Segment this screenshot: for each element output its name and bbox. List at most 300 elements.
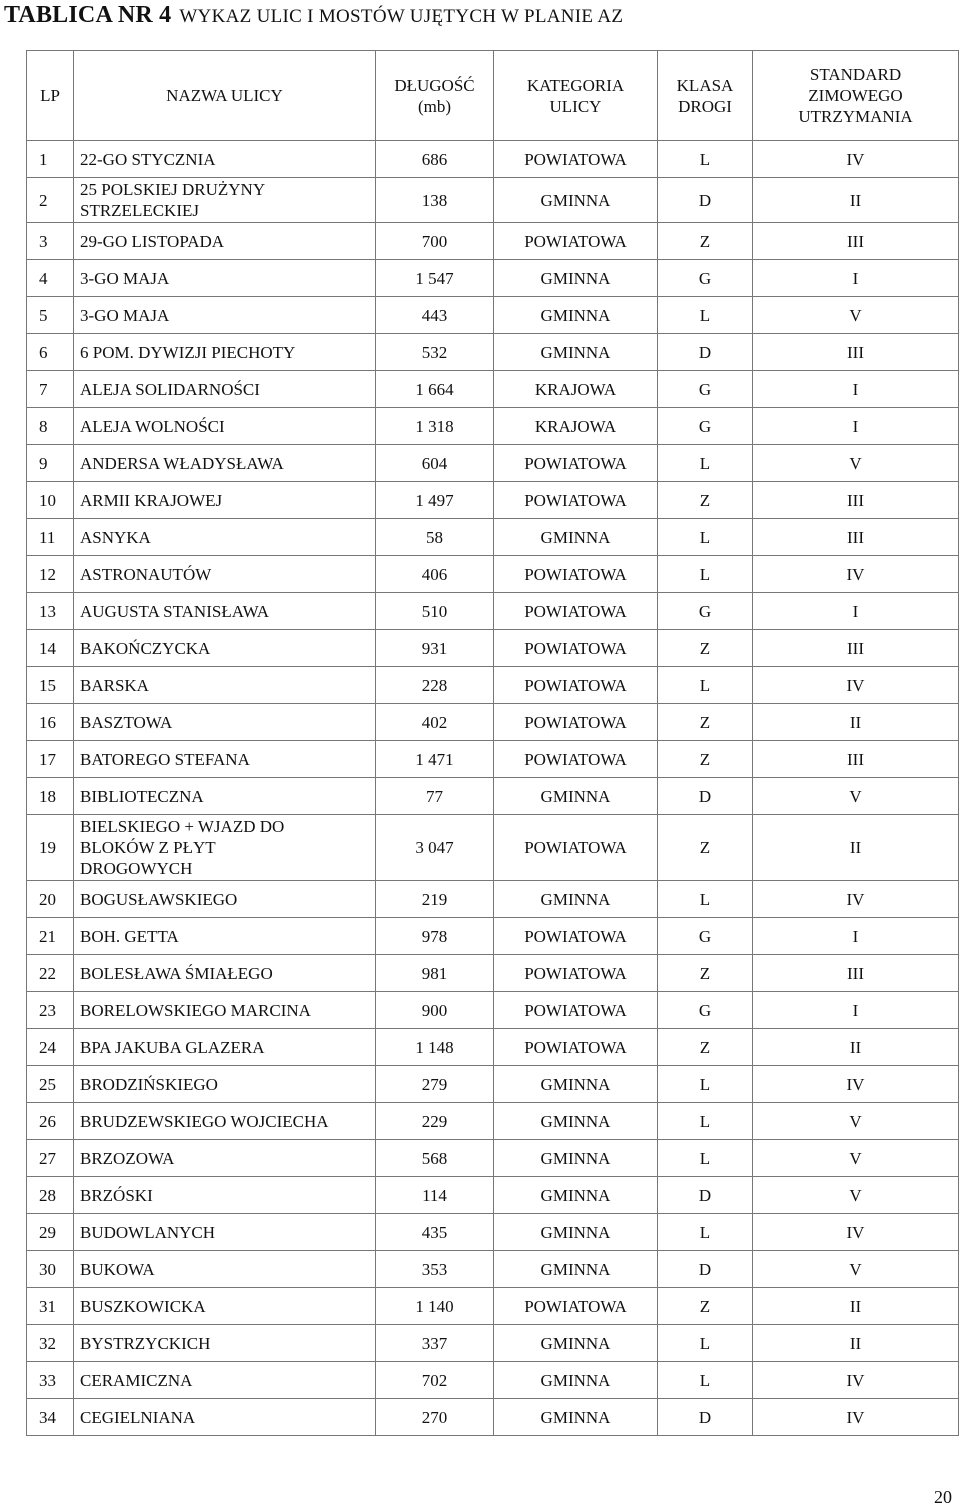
cell-category: POWIATOWA [494, 955, 658, 992]
cell-lp: 4 [27, 260, 74, 297]
cell-category: POWIATOWA [494, 445, 658, 482]
street-name-line: BAKOŃCZYCKA [80, 638, 211, 658]
header-street-name-label: NAZWA ULICY [166, 86, 283, 105]
table-description-heading: WYKAZ ULIC I MOSTÓW UJĘTYCH W PLANIE AZ [179, 6, 624, 27]
cell-street-name [74, 1325, 376, 1362]
cell-lp: 16 [27, 704, 74, 741]
page-number: 20 [934, 1487, 952, 1507]
cell-length: 114 [376, 1177, 494, 1214]
table-row [27, 630, 959, 667]
cell-category: GMINNA [494, 1177, 658, 1214]
cell-lp: 5 [27, 297, 74, 334]
cell-road-class: L [658, 1140, 753, 1177]
cell-lp: 34 [27, 1399, 74, 1436]
table-row [27, 1029, 959, 1066]
cell-street-name [74, 1362, 376, 1399]
cell-lp: 27 [27, 1140, 74, 1177]
cell-street-name [74, 815, 376, 881]
cell-lp: 33 [27, 1362, 74, 1399]
cell-length: 77 [376, 778, 494, 815]
street-name-line: ASNYKA [80, 527, 151, 547]
cell-lp: 10 [27, 482, 74, 519]
table-row [27, 519, 959, 556]
table-row [27, 1140, 959, 1177]
cell-winter-standard: III [753, 223, 959, 260]
cell-street-name [74, 955, 376, 992]
cell-winter-standard: III [753, 482, 959, 519]
cell-length: 700 [376, 223, 494, 260]
table-row [27, 297, 959, 334]
street-name-line: BOGUSŁAWSKIEGO [80, 889, 238, 909]
cell-street-name [74, 556, 376, 593]
cell-category: KRAJOWA [494, 408, 658, 445]
table-row [27, 556, 959, 593]
cell-street-name [74, 918, 376, 955]
street-name-line: AUGUSTA STANISŁAWA [80, 601, 270, 621]
cell-length: 229 [376, 1103, 494, 1140]
cell-category: POWIATOWA [494, 992, 658, 1029]
header-lp-label: LP [40, 86, 60, 105]
table-body [27, 141, 959, 1436]
cell-street-name [74, 1177, 376, 1214]
cell-road-class: L [658, 445, 753, 482]
street-name-line: ALEJA WOLNOŚCI [80, 416, 225, 436]
cell-category: GMINNA [494, 1140, 658, 1177]
street-name-line: BASZTOWA [80, 712, 173, 732]
cell-category: POWIATOWA [494, 918, 658, 955]
cell-length: 402 [376, 704, 494, 741]
cell-street-name [74, 445, 376, 482]
street-name-line: BIELSKIEGO + WJAZD DO [80, 817, 285, 836]
cell-lp: 14 [27, 630, 74, 667]
cell-length: 337 [376, 1325, 494, 1362]
cell-length: 1 471 [376, 741, 494, 778]
cell-street-name [74, 297, 376, 334]
cell-length: 510 [376, 593, 494, 630]
cell-winter-standard: V [753, 1251, 959, 1288]
cell-road-class: D [658, 1399, 753, 1436]
cell-lp: 11 [27, 519, 74, 556]
cell-lp: 15 [27, 667, 74, 704]
cell-length: 1 318 [376, 408, 494, 445]
cell-street-name [74, 1251, 376, 1288]
cell-category: GMINNA [494, 178, 658, 223]
cell-length: 702 [376, 1362, 494, 1399]
cell-street-name [74, 1288, 376, 1325]
cell-category: GMINNA [494, 1251, 658, 1288]
street-name-line: DROGOWYCH [80, 859, 193, 878]
cell-lp: 12 [27, 556, 74, 593]
cell-length: 58 [376, 519, 494, 556]
cell-length: 981 [376, 955, 494, 992]
street-name-line: BRUDZEWSKIEGO WOJCIECHA [80, 1111, 329, 1131]
cell-street-name [74, 519, 376, 556]
header-lp [27, 51, 74, 141]
cell-category: KRAJOWA [494, 371, 658, 408]
table-row [27, 445, 959, 482]
cell-street-name [74, 1214, 376, 1251]
cell-length: 1 148 [376, 1029, 494, 1066]
table-row [27, 704, 959, 741]
cell-winter-standard: I [753, 371, 959, 408]
cell-road-class: L [658, 881, 753, 918]
street-name-line: BYSTRZYCKICH [80, 1333, 211, 1353]
cell-category: GMINNA [494, 1103, 658, 1140]
table-row [27, 1251, 959, 1288]
cell-category: POWIATOWA [494, 815, 658, 881]
cell-lp: 29 [27, 1214, 74, 1251]
cell-road-class: G [658, 918, 753, 955]
cell-road-class: G [658, 408, 753, 445]
cell-street-name [74, 260, 376, 297]
street-name-line: 6 POM. DYWIZJI PIECHOTY [80, 342, 296, 362]
street-name-line: BPA JAKUBA GLAZERA [80, 1037, 265, 1057]
cell-length: 1 664 [376, 371, 494, 408]
cell-length: 3 047 [376, 815, 494, 881]
cell-lp: 26 [27, 1103, 74, 1140]
cell-winter-standard: III [753, 741, 959, 778]
cell-category: POWIATOWA [494, 667, 658, 704]
cell-lp: 25 [27, 1066, 74, 1103]
header-winter-standard-line1: STANDARD [809, 65, 902, 84]
cell-winter-standard: III [753, 630, 959, 667]
cell-street-name [74, 881, 376, 918]
cell-street-name [74, 1029, 376, 1066]
cell-winter-standard: III [753, 519, 959, 556]
cell-length: 978 [376, 918, 494, 955]
cell-road-class: Z [658, 741, 753, 778]
header-category-line2: ULICY [549, 96, 602, 116]
header-row [27, 51, 959, 141]
cell-winter-standard: I [753, 992, 959, 1029]
cell-street-name [74, 371, 376, 408]
cell-category: GMINNA [494, 1399, 658, 1436]
street-name-line: BRZÓSKI [80, 1185, 153, 1205]
cell-road-class: G [658, 260, 753, 297]
cell-winter-standard: V [753, 297, 959, 334]
cell-street-name [74, 178, 376, 223]
cell-length: 279 [376, 1066, 494, 1103]
cell-road-class: D [658, 178, 753, 223]
street-name-line: 29-GO LISTOPADA [80, 231, 225, 251]
table-row [27, 1214, 959, 1251]
cell-street-name [74, 1399, 376, 1436]
cell-category: GMINNA [494, 1214, 658, 1251]
cell-winter-standard: IV [753, 556, 959, 593]
table-row [27, 408, 959, 445]
cell-length: 406 [376, 556, 494, 593]
street-name-line: 22-GO STYCZNIA [80, 149, 216, 169]
cell-lp: 19 [27, 815, 74, 881]
table-row [27, 955, 959, 992]
cell-category: GMINNA [494, 334, 658, 371]
cell-street-name [74, 667, 376, 704]
cell-lp: 7 [27, 371, 74, 408]
cell-winter-standard: IV [753, 667, 959, 704]
street-name-line: ALEJA SOLIDARNOŚCI [80, 379, 260, 399]
table-row [27, 223, 959, 260]
cell-road-class: Z [658, 482, 753, 519]
cell-category: GMINNA [494, 260, 658, 297]
header-winter-standard [753, 51, 959, 141]
cell-road-class: L [658, 1066, 753, 1103]
table-row [27, 1362, 959, 1399]
cell-category: GMINNA [494, 1362, 658, 1399]
cell-category: POWIATOWA [494, 482, 658, 519]
cell-street-name [74, 141, 376, 178]
cell-road-class: D [658, 1177, 753, 1214]
street-name-line: BUDOWLANYCH [80, 1222, 216, 1242]
cell-road-class: D [658, 1251, 753, 1288]
cell-winter-standard: V [753, 778, 959, 815]
cell-winter-standard: II [753, 815, 959, 881]
cell-street-name [74, 741, 376, 778]
street-name-line: BRZOZOWA [80, 1148, 175, 1168]
cell-lp: 30 [27, 1251, 74, 1288]
cell-road-class: L [658, 1103, 753, 1140]
header-road-class-line1: KLASA [676, 75, 734, 95]
cell-length: 900 [376, 992, 494, 1029]
cell-winter-standard: III [753, 955, 959, 992]
cell-road-class: G [658, 371, 753, 408]
cell-length: 228 [376, 667, 494, 704]
header-length-line2: (mb) [417, 96, 452, 116]
cell-category: POWIATOWA [494, 223, 658, 260]
cell-road-class: Z [658, 955, 753, 992]
cell-lp: 2 [27, 178, 74, 223]
table-row [27, 1325, 959, 1362]
table-row [27, 1103, 959, 1140]
cell-winter-standard: IV [753, 1399, 959, 1436]
cell-road-class: Z [658, 1029, 753, 1066]
street-name-line: ANDERSA WŁADYSŁAWA [80, 453, 284, 473]
table-number-heading: TABLICA NR 4 [4, 2, 172, 28]
street-name-line: BOLESŁAWA ŚMIAŁEGO [80, 963, 273, 983]
cell-lp: 23 [27, 992, 74, 1029]
header-length-line1: DŁUGOŚĆ [394, 75, 475, 95]
table-row [27, 992, 959, 1029]
cell-road-class: G [658, 593, 753, 630]
cell-road-class: L [658, 297, 753, 334]
cell-road-class: Z [658, 630, 753, 667]
cell-category: POWIATOWA [494, 741, 658, 778]
cell-street-name [74, 1140, 376, 1177]
table-row [27, 593, 959, 630]
cell-winter-standard: IV [753, 141, 959, 178]
cell-road-class: L [658, 1362, 753, 1399]
cell-length: 353 [376, 1251, 494, 1288]
header-road-class [658, 51, 753, 141]
cell-winter-standard: I [753, 260, 959, 297]
table-row [27, 918, 959, 955]
table-row [27, 741, 959, 778]
cell-length: 1 140 [376, 1288, 494, 1325]
cell-road-class: D [658, 334, 753, 371]
cell-category: POWIATOWA [494, 630, 658, 667]
cell-category: GMINNA [494, 1325, 658, 1362]
street-name-line: ASTRONAUTÓW [80, 564, 212, 584]
cell-lp: 18 [27, 778, 74, 815]
cell-length: 604 [376, 445, 494, 482]
cell-winter-standard: V [753, 445, 959, 482]
cell-street-name [74, 778, 376, 815]
cell-lp: 9 [27, 445, 74, 482]
cell-lp: 13 [27, 593, 74, 630]
cell-lp: 31 [27, 1288, 74, 1325]
cell-street-name [74, 630, 376, 667]
street-name-line: CERAMICZNA [80, 1370, 193, 1390]
cell-road-class: Z [658, 223, 753, 260]
cell-category: POWIATOWA [494, 593, 658, 630]
cell-category: POWIATOWA [494, 1029, 658, 1066]
street-name-line: BORELOWSKIEGO MARCINA [80, 1000, 311, 1020]
header-street-name [74, 51, 376, 141]
cell-length: 568 [376, 1140, 494, 1177]
cell-lp: 1 [27, 141, 74, 178]
cell-street-name [74, 408, 376, 445]
table-row [27, 178, 959, 223]
cell-street-name [74, 593, 376, 630]
cell-road-class: G [658, 992, 753, 1029]
street-name-line: 25 POLSKIEJ DRUŻYNY [80, 180, 266, 199]
cell-winter-standard: IV [753, 881, 959, 918]
header-category-line1: KATEGORIA [526, 75, 625, 95]
cell-road-class: L [658, 556, 753, 593]
document-title [4, 2, 623, 29]
cell-street-name [74, 1066, 376, 1103]
cell-road-class: L [658, 141, 753, 178]
cell-winter-standard: II [753, 1288, 959, 1325]
street-name-line: STRZELECKIEJ [80, 201, 199, 220]
table-row [27, 334, 959, 371]
table-row [27, 1288, 959, 1325]
cell-category: POWIATOWA [494, 556, 658, 593]
street-name-line: ARMII KRAJOWEJ [80, 490, 223, 510]
table-row [27, 1066, 959, 1103]
cell-road-class: Z [658, 815, 753, 881]
cell-lp: 17 [27, 741, 74, 778]
cell-road-class: L [658, 1214, 753, 1251]
street-name-line: BARSKA [80, 675, 149, 695]
cell-lp: 8 [27, 408, 74, 445]
street-name-line: BIBLIOTECZNA [80, 786, 204, 806]
cell-winter-standard: II [753, 704, 959, 741]
cell-winter-standard: I [753, 408, 959, 445]
table-row [27, 141, 959, 178]
street-name-line: 3-GO MAJA [80, 268, 170, 288]
header-winter-standard-line2: ZIMOWEGO [808, 86, 903, 105]
cell-category: POWIATOWA [494, 141, 658, 178]
street-name-line: BLOKÓW Z PŁYT [80, 838, 216, 857]
cell-winter-standard: I [753, 918, 959, 955]
cell-category: POWIATOWA [494, 704, 658, 741]
table-header [27, 51, 959, 141]
cell-length: 443 [376, 297, 494, 334]
cell-length: 686 [376, 141, 494, 178]
street-name-line: CEGIELNIANA [80, 1407, 196, 1427]
cell-road-class: Z [658, 1288, 753, 1325]
cell-lp: 32 [27, 1325, 74, 1362]
cell-winter-standard: II [753, 178, 959, 223]
streets-table [26, 50, 959, 1436]
street-name-line: BRODZIŃSKIEGO [80, 1074, 218, 1094]
cell-length: 931 [376, 630, 494, 667]
table-row [27, 667, 959, 704]
cell-road-class: L [658, 1325, 753, 1362]
cell-street-name [74, 1103, 376, 1140]
cell-road-class: L [658, 667, 753, 704]
header-road-class-line2: DROGI [678, 96, 732, 116]
cell-lp: 22 [27, 955, 74, 992]
cell-category: GMINNA [494, 1066, 658, 1103]
street-name-line: 3-GO MAJA [80, 305, 170, 325]
cell-category: GMINNA [494, 778, 658, 815]
cell-street-name [74, 482, 376, 519]
table-row [27, 815, 959, 881]
cell-length: 1 547 [376, 260, 494, 297]
header-length [376, 51, 494, 141]
table-row [27, 371, 959, 408]
cell-length: 219 [376, 881, 494, 918]
cell-length: 532 [376, 334, 494, 371]
table-row [27, 260, 959, 297]
table-row [27, 482, 959, 519]
cell-winter-standard: V [753, 1177, 959, 1214]
street-name-line: BATOREGO STEFANA [80, 749, 250, 769]
street-name-line: BOH. GETTA [80, 926, 179, 946]
cell-winter-standard: IV [753, 1214, 959, 1251]
cell-lp: 24 [27, 1029, 74, 1066]
cell-lp: 21 [27, 918, 74, 955]
header-category [494, 51, 658, 141]
cell-street-name [74, 704, 376, 741]
cell-length: 270 [376, 1399, 494, 1436]
table-row [27, 881, 959, 918]
street-name-line: BUSZKOWICKA [80, 1296, 206, 1316]
cell-road-class: L [658, 519, 753, 556]
cell-winter-standard: IV [753, 1066, 959, 1103]
cell-winter-standard: I [753, 593, 959, 630]
cell-category: GMINNA [494, 519, 658, 556]
street-name-line: BUKOWA [80, 1259, 155, 1279]
cell-winter-standard: II [753, 1029, 959, 1066]
cell-winter-standard: III [753, 334, 959, 371]
cell-lp: 28 [27, 1177, 74, 1214]
cell-road-class: D [658, 778, 753, 815]
cell-road-class: Z [658, 704, 753, 741]
cell-lp: 6 [27, 334, 74, 371]
cell-winter-standard: V [753, 1140, 959, 1177]
cell-street-name [74, 223, 376, 260]
cell-category: GMINNA [494, 881, 658, 918]
cell-lp: 20 [27, 881, 74, 918]
cell-length: 435 [376, 1214, 494, 1251]
cell-street-name [74, 992, 376, 1029]
cell-winter-standard: IV [753, 1362, 959, 1399]
table-row [27, 778, 959, 815]
cell-category: GMINNA [494, 297, 658, 334]
table-row [27, 1399, 959, 1436]
cell-winter-standard: II [753, 1325, 959, 1362]
cell-winter-standard: V [753, 1103, 959, 1140]
table-row [27, 1177, 959, 1214]
cell-lp: 3 [27, 223, 74, 260]
cell-length: 138 [376, 178, 494, 223]
cell-street-name [74, 334, 376, 371]
cell-length: 1 497 [376, 482, 494, 519]
header-winter-standard-line3: UTRZYMANIA [798, 107, 913, 126]
cell-category: POWIATOWA [494, 1288, 658, 1325]
